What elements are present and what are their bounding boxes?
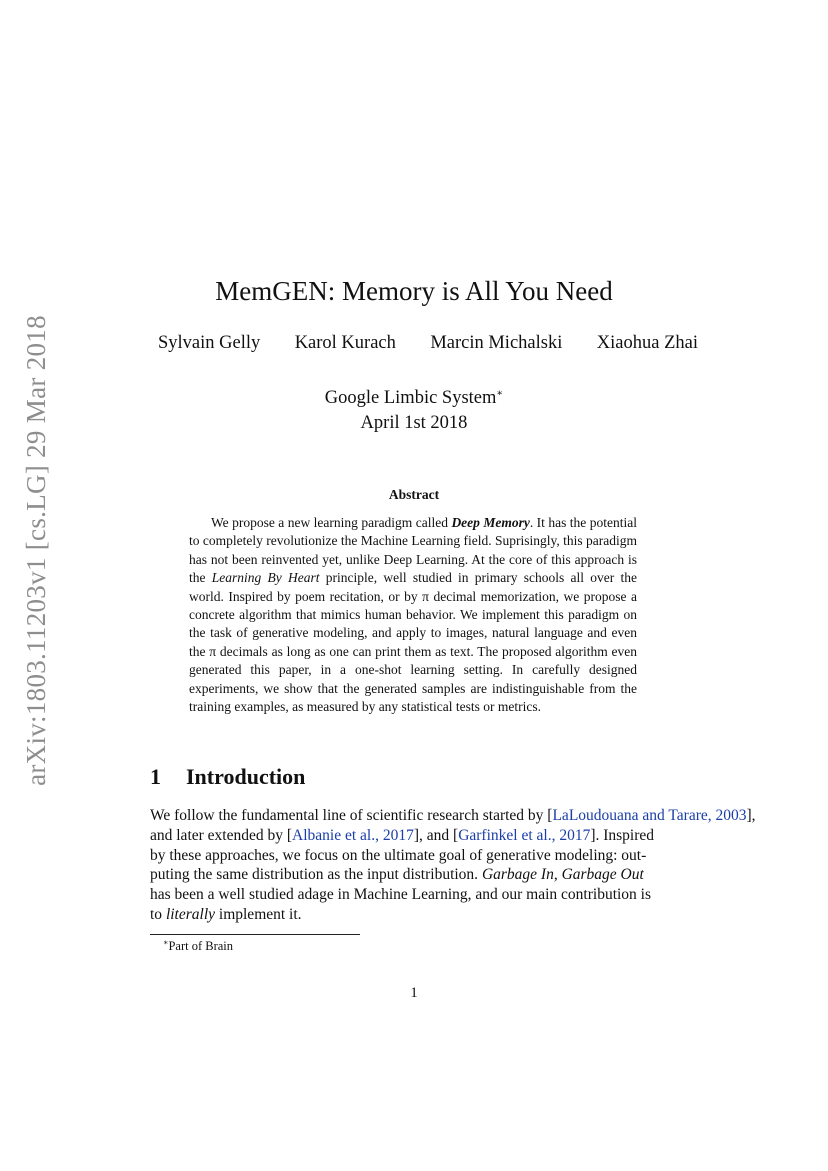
introduction-paragraph (150, 806, 756, 925)
garbage-in-out-phrase: Garbage In, Garbage Out (481, 866, 644, 884)
footnote-text: Part of Brain (168, 939, 234, 953)
footnote (163, 938, 233, 954)
text-line: to literally implement it. (150, 905, 302, 923)
section-title: Introduction (186, 764, 306, 789)
text-line: We follow the fundamental line of scientific research started by [LaLoudouana and Tarare, 2003], (150, 807, 756, 824)
citation-link[interactable]: Albanie et al., 2017 (292, 826, 414, 844)
learning-by-heart-term: Learning By Heart (211, 570, 320, 586)
text-line: by these approaches, we focus on the ultimate goal of generative modeling: out- (150, 846, 647, 864)
author-name: Karol Kurach (294, 333, 396, 353)
section-heading (150, 764, 305, 790)
deep-memory-term: Deep Memory (451, 515, 530, 530)
citation-link[interactable]: LaLoudouana and Tarare, 2003 (552, 807, 747, 824)
text-line: has been a well studied adage in Machine Learning, and our main contribution is (150, 886, 652, 904)
author-name: Sylvain Gelly (158, 333, 261, 353)
paper-title: MemGEN: Memory is All You Need (215, 276, 613, 306)
section-number: 1 (150, 764, 161, 789)
arxiv-side-stamp (13, 300, 59, 800)
arxiv-identifier: arXiv:1803.11203v1 [cs.LG] 29 Mar 2018 (20, 314, 51, 786)
page-number: 1 (410, 985, 418, 1001)
author-list (158, 333, 698, 354)
footnote-marker: ∗ (163, 938, 169, 947)
text-line: puting the same distribution as the input distribution. Garbage In, Garbage Out (150, 866, 644, 884)
author-name: Marcin Michalski (430, 333, 563, 353)
abstract-heading: Abstract (388, 487, 440, 502)
literally-word: literally (165, 905, 216, 923)
citation-link[interactable]: Garfinkel et al., 2017 (458, 826, 591, 844)
affiliation-block (0, 381, 828, 436)
footnote-rule (150, 934, 360, 935)
footnote-marker: ∗ (496, 388, 504, 399)
abstract-text: We propose a new learning paradigm called Deep Memory. It has the potential to completely revolutionize the Machine Learning field. Suprisingly, this paradigm has not been reinvented yet, unlike Deep Learning. At the core of this approach is the Learning By Heart principle, well studied in primary schools all over the world. Inspired by poem recitation, or by π decimal memorization, we propose a concrete algorithm that mimics human behavior. We implement this paradigm on the task of generative modeling, and apply to images, natural language and even the π decimals as long as one can print them as text. The proposed algorithm even generated this paper, in a one-shot learning setting. In carefully designed experiments, we show that the generated samples are indistinguishable from the training examples, as measured by any statistical tests or metrics. (189, 515, 637, 715)
author-name: Xiaohua Zhai (596, 333, 698, 353)
text-line: and later extended by [Albanie et al., 2017], and [Garfinkel et al., 2017]. Inspired (150, 826, 655, 844)
affiliation: Google Limbic System∗ (324, 388, 504, 408)
paper-date: April 1st 2018 (360, 413, 468, 433)
